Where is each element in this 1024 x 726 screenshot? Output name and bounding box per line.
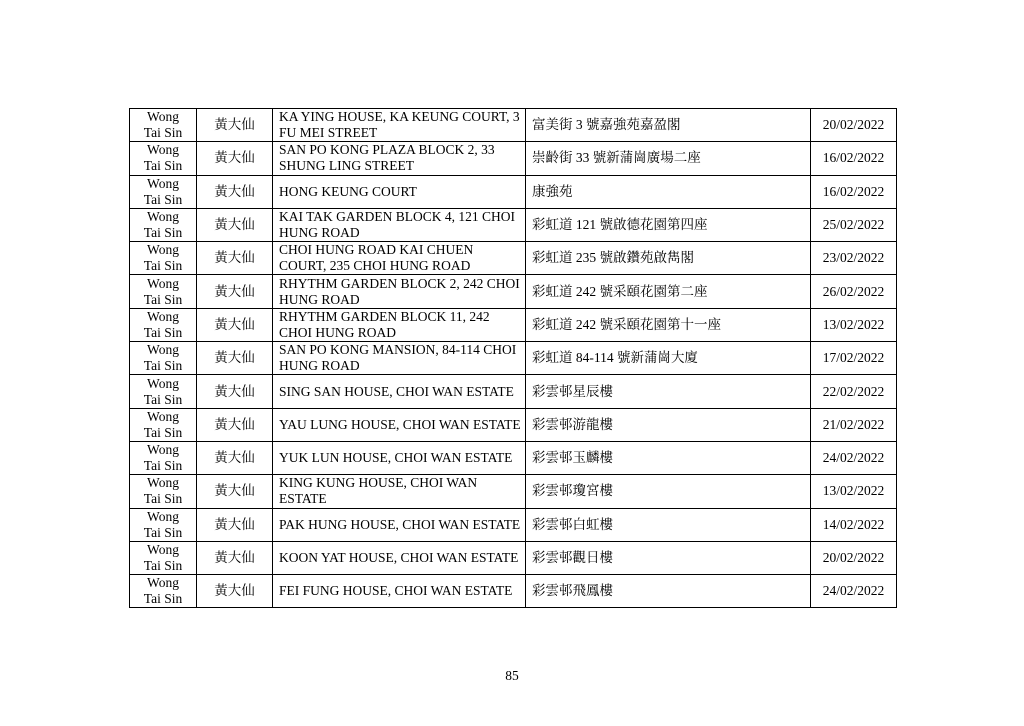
- district-en-cell: [130, 575, 197, 608]
- address-zh-cell: 彩虹道 84-114 號新蒲崗大廈: [526, 342, 811, 375]
- district-en-cell: [130, 175, 197, 208]
- address-en-cell: SAN PO KONG PLAZA BLOCK 2, 33 SHUNG LING STREET: [273, 142, 526, 175]
- district-en-line2: Tai Sin: [143, 125, 183, 141]
- district-en-line2: Tai Sin: [143, 258, 183, 274]
- district-zh-cell: 黃大仙: [197, 375, 273, 408]
- table-row: [130, 175, 897, 208]
- address-zh-cell: 彩虹道 235 號啟鑽苑啟雋閣: [526, 242, 811, 275]
- address-zh-cell: 彩雲邨游龍樓: [526, 408, 811, 441]
- district-en-line1: Wong: [147, 308, 179, 324]
- date-cell: 20/02/2022: [811, 109, 897, 142]
- district-en-line2: Tai Sin: [143, 291, 183, 307]
- district-en-line1: Wong: [147, 209, 179, 225]
- district-en-line2: Tai Sin: [143, 524, 183, 540]
- table-row: [130, 475, 897, 508]
- table-body: [130, 109, 897, 608]
- district-en-cell: [130, 441, 197, 474]
- district-en-line1: Wong: [147, 575, 179, 591]
- district-en-line1: Wong: [147, 442, 179, 458]
- date-cell: 13/02/2022: [811, 475, 897, 508]
- date-cell: 26/02/2022: [811, 275, 897, 308]
- district-en-line2: Tai Sin: [143, 591, 183, 607]
- address-en-cell: KOON YAT HOUSE, CHOI WAN ESTATE: [273, 541, 526, 574]
- district-en-line1: Wong: [147, 275, 179, 291]
- district-en-cell: [130, 308, 197, 341]
- district-en-line2: Tai Sin: [143, 424, 183, 440]
- district-en-line1: Wong: [147, 475, 179, 491]
- address-zh-cell: 彩虹道 242 號采頤花園第十一座: [526, 308, 811, 341]
- address-en-cell: FEI FUNG HOUSE, CHOI WAN ESTATE: [273, 575, 526, 608]
- district-en-line1: Wong: [147, 109, 179, 125]
- address-zh-cell: 彩雲邨飛鳳樓: [526, 575, 811, 608]
- date-cell: 20/02/2022: [811, 541, 897, 574]
- table-row: [130, 508, 897, 541]
- district-zh-cell: 黃大仙: [197, 408, 273, 441]
- district-en-line2: Tai Sin: [143, 225, 183, 241]
- district-en-cell: [130, 342, 197, 375]
- date-cell: 17/02/2022: [811, 342, 897, 375]
- district-en-line1: Wong: [147, 342, 179, 358]
- address-zh-cell: 彩雲邨瓊宮樓: [526, 475, 811, 508]
- district-en-cell: [130, 475, 197, 508]
- address-en-cell: PAK HUNG HOUSE, CHOI WAN ESTATE: [273, 508, 526, 541]
- address-zh-cell: 崇齡街 33 號新蒲崗廣場二座: [526, 142, 811, 175]
- district-en-cell: [130, 142, 197, 175]
- table-row: [130, 441, 897, 474]
- address-zh-cell: 彩虹道 121 號啟德花園第四座: [526, 208, 811, 241]
- district-en-line2: Tai Sin: [143, 458, 183, 474]
- district-en-line2: Tai Sin: [143, 391, 183, 407]
- address-zh-cell: 彩雲邨星辰樓: [526, 375, 811, 408]
- district-zh-cell: 黃大仙: [197, 175, 273, 208]
- table-row: [130, 142, 897, 175]
- district-zh-cell: 黃大仙: [197, 441, 273, 474]
- district-en-line2: Tai Sin: [143, 358, 183, 374]
- district-en-line1: Wong: [147, 375, 179, 391]
- table-row: [130, 375, 897, 408]
- district-en-line2: Tai Sin: [143, 324, 183, 340]
- district-en-cell: [130, 275, 197, 308]
- address-en-cell: KING KUNG HOUSE, CHOI WAN ESTATE: [273, 475, 526, 508]
- address-en-cell: RHYTHM GARDEN BLOCK 11, 242 CHOI HUNG ROAD: [273, 308, 526, 341]
- table-row: [130, 342, 897, 375]
- table-row: [130, 541, 897, 574]
- district-zh-cell: 黃大仙: [197, 575, 273, 608]
- table-row: [130, 242, 897, 275]
- table-row: [130, 408, 897, 441]
- district-en-cell: [130, 408, 197, 441]
- date-cell: 21/02/2022: [811, 408, 897, 441]
- address-zh-cell: 彩雲邨觀日樓: [526, 541, 811, 574]
- district-zh-cell: 黃大仙: [197, 142, 273, 175]
- district-zh-cell: 黃大仙: [197, 109, 273, 142]
- date-cell: 24/02/2022: [811, 575, 897, 608]
- address-en-cell: RHYTHM GARDEN BLOCK 2, 242 CHOI HUNG ROAD: [273, 275, 526, 308]
- date-cell: 24/02/2022: [811, 441, 897, 474]
- address-en-cell: YUK LUN HOUSE, CHOI WAN ESTATE: [273, 441, 526, 474]
- address-zh-cell: 康強苑: [526, 175, 811, 208]
- table-row: [130, 575, 897, 608]
- address-zh-cell: 富美街 3 號嘉強苑嘉盈閣: [526, 109, 811, 142]
- district-en-line1: Wong: [147, 242, 179, 258]
- address-en-cell: YAU LUNG HOUSE, CHOI WAN ESTATE: [273, 408, 526, 441]
- date-cell: 25/02/2022: [811, 208, 897, 241]
- date-cell: 13/02/2022: [811, 308, 897, 341]
- table-row: [130, 308, 897, 341]
- table-row: [130, 208, 897, 241]
- district-en-line2: Tai Sin: [143, 491, 183, 507]
- date-cell: 16/02/2022: [811, 142, 897, 175]
- date-cell: 14/02/2022: [811, 508, 897, 541]
- table-row: [130, 109, 897, 142]
- address-en-cell: HONG KEUNG COURT: [273, 175, 526, 208]
- district-zh-cell: 黃大仙: [197, 308, 273, 341]
- address-en-cell: SING SAN HOUSE, CHOI WAN ESTATE: [273, 375, 526, 408]
- district-en-line2: Tai Sin: [143, 191, 183, 207]
- district-en-cell: [130, 541, 197, 574]
- address-en-cell: KA YING HOUSE, KA KEUNG COURT, 3 FU MEI STREET: [273, 109, 526, 142]
- district-en-line1: Wong: [147, 175, 179, 191]
- district-en-cell: [130, 508, 197, 541]
- district-zh-cell: 黃大仙: [197, 342, 273, 375]
- district-zh-cell: 黃大仙: [197, 208, 273, 241]
- page-number: 85: [505, 668, 519, 683]
- date-cell: 16/02/2022: [811, 175, 897, 208]
- district-zh-cell: 黃大仙: [197, 508, 273, 541]
- address-en-cell: KAI TAK GARDEN BLOCK 4, 121 CHOI HUNG ROAD: [273, 208, 526, 241]
- district-en-cell: [130, 375, 197, 408]
- address-zh-cell: 彩雲邨白虹樓: [526, 508, 811, 541]
- district-en-cell: [130, 242, 197, 275]
- address-en-cell: SAN PO KONG MANSION, 84-114 CHOI HUNG ROAD: [273, 342, 526, 375]
- district-en-line1: Wong: [147, 142, 179, 158]
- district-zh-cell: 黃大仙: [197, 541, 273, 574]
- district-en-line1: Wong: [147, 508, 179, 524]
- district-en-cell: [130, 208, 197, 241]
- district-en-cell: [130, 109, 197, 142]
- district-zh-cell: 黃大仙: [197, 475, 273, 508]
- date-cell: 22/02/2022: [811, 375, 897, 408]
- building-list-table: [129, 108, 897, 608]
- address-en-cell: CHOI HUNG ROAD KAI CHUEN COURT, 235 CHOI HUNG ROAD: [273, 242, 526, 275]
- district-zh-cell: 黃大仙: [197, 275, 273, 308]
- district-en-line2: Tai Sin: [143, 558, 183, 573]
- district-en-line1: Wong: [147, 542, 179, 557]
- district-en-line1: Wong: [147, 408, 179, 424]
- address-zh-cell: 彩雲邨玉麟樓: [526, 441, 811, 474]
- date-cell: 23/02/2022: [811, 242, 897, 275]
- table-row: [130, 275, 897, 308]
- district-en-line2: Tai Sin: [143, 158, 183, 174]
- address-zh-cell: 彩虹道 242 號采頤花園第二座: [526, 275, 811, 308]
- district-zh-cell: 黃大仙: [197, 242, 273, 275]
